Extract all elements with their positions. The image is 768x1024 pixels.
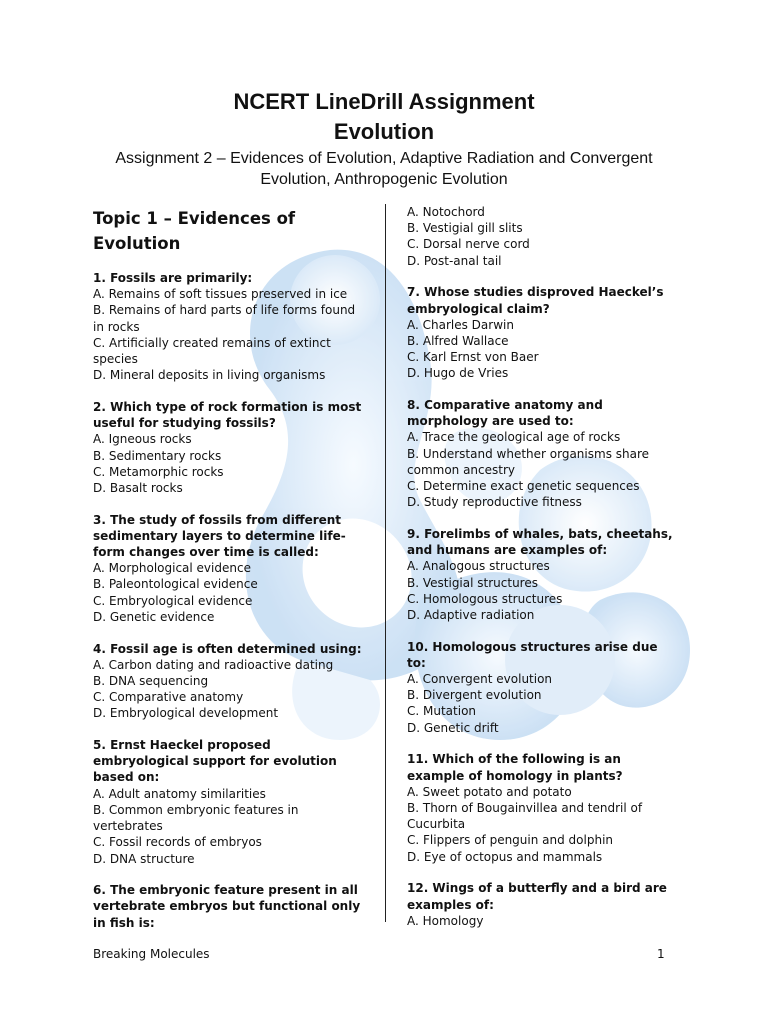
answer-option: C. Dorsal nerve cord	[407, 237, 530, 252]
page-subject: Evolution	[333, 119, 435, 144]
left-question-list	[93, 270, 369, 931]
answer-option: B. Alfred Wallace	[407, 333, 509, 348]
question-block	[407, 284, 677, 381]
answer-option: D. Genetic drift	[407, 720, 499, 735]
answer-option: D. Study reproductive fitness	[407, 495, 582, 510]
answer-option: A. Morphological evidence	[93, 561, 251, 576]
answer-option: B. Remains of hard parts of life forms found in rocks	[93, 303, 356, 334]
question-block	[93, 641, 369, 722]
question-text: 3. The study of fossils from different sedimentary layers to determine life-form changes over time is called:	[93, 512, 346, 560]
question-block	[407, 751, 677, 864]
answer-option: C. Embryological evidence	[93, 593, 253, 608]
question-text: 9. Forelimbs of whales, bats, cheetahs, and humans are examples of:	[407, 526, 673, 558]
right-column	[407, 204, 677, 944]
answer-option: D. Basalt rocks	[93, 480, 183, 495]
question-text: 11. Which of the following is an example of homology in plants?	[407, 752, 623, 783]
question-text: 4. Fossil age is often determined using:	[93, 641, 362, 656]
answer-option: A. Notochord	[407, 205, 485, 219]
answer-option: C. Determine exact genetic sequences	[407, 479, 640, 494]
answer-option: A. Trace the geological age of rocks	[407, 430, 621, 445]
answer-option: C. Karl Ernst von Baer	[407, 350, 539, 365]
question-block	[407, 639, 677, 736]
answer-option: C. Mutation	[407, 704, 477, 719]
answer-option: C. Flippers of penguin and dolphin	[407, 833, 614, 848]
answer-option: C. Homologous structures	[407, 591, 563, 606]
answer-option: C. Fossil records of embryos	[93, 835, 262, 850]
answer-option: B. Vestigial gill slits	[407, 221, 523, 236]
answer-option: D. Eye of octopus and mammals	[407, 849, 603, 864]
column-divider	[385, 204, 386, 922]
answer-option: C. Metamorphic rocks	[93, 464, 224, 479]
answer-option: B. Sedimentary rocks	[93, 448, 222, 463]
answer-option: D. Genetic evidence	[93, 609, 215, 624]
answer-option: A. Igneous rocks	[93, 432, 192, 447]
answer-option: A. Carbon dating and radioactive dating	[93, 657, 334, 672]
answer-option: A. Charles Darwin	[407, 317, 514, 332]
answer-option: D. Hugo de Vries	[407, 366, 509, 381]
answer-option: B. Paleontological evidence	[93, 577, 258, 592]
answer-option: A. Homology	[407, 913, 484, 928]
question-text: 5. Ernst Haeckel proposed embryological support for evolution based on:	[93, 738, 337, 785]
answer-option: A. Convergent evolution	[407, 672, 553, 687]
question-block	[93, 270, 369, 383]
answer-option: B. Common embryonic features in vertebrates	[93, 802, 299, 834]
answer-option: A. Remains of soft tissues preserved in ice	[93, 287, 348, 302]
question-text: 10. Homologous structures arise due to:	[407, 639, 658, 670]
answer-option: D. Embryological development	[93, 706, 279, 721]
answer-option: B. Understand whether organisms share common ancestry	[407, 446, 650, 477]
page-title: NCERT LineDrill Assignment	[233, 89, 535, 114]
question-block	[407, 526, 677, 623]
question-text: 2. Which type of rock formation is most useful for studying fossils?	[93, 399, 362, 431]
answer-option: B. DNA sequencing	[93, 673, 209, 688]
question-block	[93, 399, 369, 496]
answer-option: A. Analogous structures	[407, 559, 550, 574]
answer-option: D. DNA structure	[93, 851, 195, 866]
footer-brand: Breaking Molecules	[93, 947, 210, 961]
question-text: 6. The embryonic feature present in all vertebrate embryos but functional only in fish is:	[93, 883, 361, 930]
right-question-list	[407, 204, 677, 929]
question-block	[93, 512, 369, 625]
question-block	[407, 397, 677, 510]
answer-option: C. Artificially created remains of extinct species	[93, 335, 331, 367]
question-text: 8. Comparative anatomy and morphology are used to:	[407, 398, 603, 429]
answer-option: A. Sweet potato and potato	[407, 784, 572, 799]
answer-option: D. Post-anal tail	[407, 253, 502, 268]
question-block	[93, 737, 369, 867]
assignment-subtitle: Assignment 2 – Evidences of Evolution, Adaptive Radiation and Convergent Evolution, Anthropogenic Evolution	[115, 150, 653, 188]
question-text: 1. Fossils are primarily:	[93, 271, 253, 285]
question-block	[407, 880, 677, 929]
question-block	[407, 204, 677, 269]
answer-option: B. Vestigial structures	[407, 575, 538, 590]
answer-option: B. Thorn of Bougainvillea and tendril of Cucurbita	[407, 801, 643, 832]
question-text: 12. Wings of a butterfly and a bird are examples of:	[407, 881, 667, 912]
answer-option: D. Adaptive radiation	[407, 607, 535, 622]
topic-heading: Topic 1 – Evidences of Evolution	[93, 209, 296, 253]
question-text: 7. Whose studies disproved Haeckel’s embryological claim?	[407, 285, 664, 316]
answer-option: B. Divergent evolution	[407, 688, 542, 703]
answer-option: A. Adult anatomy similarities	[93, 786, 266, 801]
question-block	[93, 882, 369, 931]
page-number: 1	[657, 947, 665, 961]
left-column	[93, 206, 369, 946]
answer-option: D. Mineral deposits in living organisms	[93, 368, 326, 383]
answer-option: C. Comparative anatomy	[93, 690, 244, 705]
